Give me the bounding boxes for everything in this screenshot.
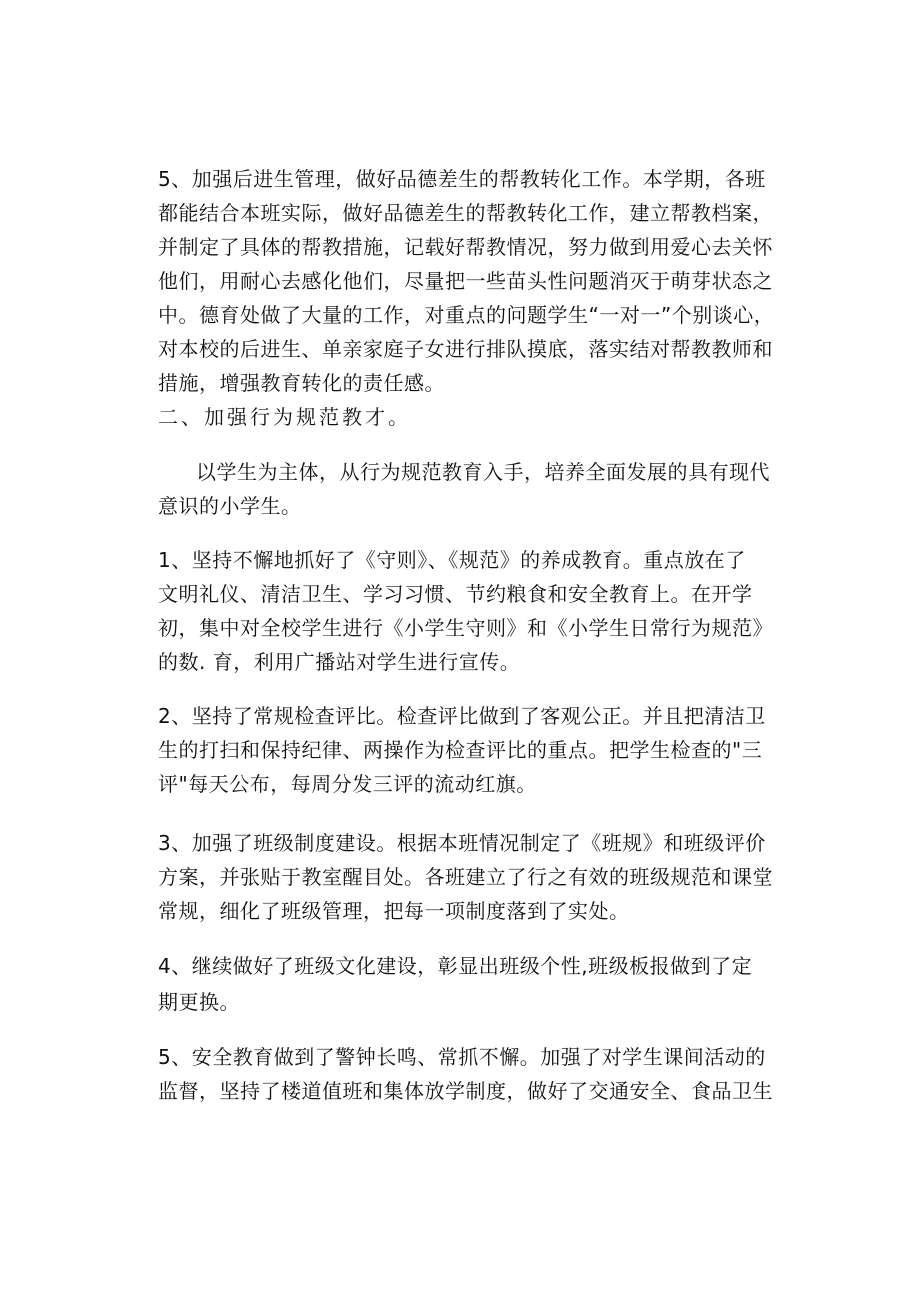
text-line: 并制定了具体的帮教措施，记载好帮教情况，努力做到用爱心去关怀 <box>158 235 773 259</box>
text-line: 方案，并张贴于教室醒目处。各班建立了行之有效的班级规范和课堂 <box>158 865 773 889</box>
text-line: 常规，细化了班级管理，把每一项制度落到了实处。 <box>158 899 630 923</box>
text-line: 5、加强后进生管理，做好品德差生的帮教转化工作。本学期，各班 <box>158 167 766 191</box>
text-line: 期更换。 <box>158 990 240 1014</box>
text-line: 措施，增强教育转化的责任感。 <box>158 371 445 395</box>
text-line: 3、加强了班级制度建设。根据本班情况制定了《班规》和班级评价 <box>158 831 766 855</box>
text-line: 监督，坚持了楼道值班和集体放学制度，做好了交通安全、食品卫生 <box>158 1079 773 1103</box>
text-line: 意识的小学生。 <box>158 494 302 518</box>
text-line: 2、坚持了常规检查评比。检查评比做到了客观公正。并且把清洁卫 <box>158 704 766 728</box>
text-line: 生的打扫和保持纪律、两操作为检查评比的重点。把学生检查的"三 <box>158 738 763 762</box>
text-line: 他们，用耐心去感化他们，尽量把一些苗头性问题消灭于萌芽状态之 <box>158 269 773 293</box>
text-line: 1、坚持不懈地抓好了《守则》、《规范》的养成教育。重点放在了 <box>158 548 746 572</box>
text-line: 对本校的后进生、单亲家庭子女进行排队摸底，落实结对帮教教师和 <box>158 337 773 361</box>
text-line: 初，集中对全校学生进行《小学生守则》和《小学生日常行为规范》 <box>158 616 773 640</box>
section-heading: 二、加强行为规范教才。 <box>158 405 411 429</box>
text-line: 的数. 育，利用广播站对学生进行宣传。 <box>158 650 521 674</box>
text-line: 评"每天公布，每周分发三评的流动红旗。 <box>158 772 537 796</box>
text-line: 以学生为主体，从行为规范教育入手，培养全面发展的具有现代 <box>196 460 770 484</box>
text-line: 4、继续做好了班级文化建设，彰显出班级个性,班级板报做到了定 <box>158 954 753 978</box>
text-line: 5、安全教育做到了警钟长鸣、常抓不懈。加强了对学生课间活动的 <box>158 1045 766 1069</box>
text-line: 文明礼仪、清洁卫生、学习习惯、节约粮食和安全教育上。在开学 <box>158 582 753 606</box>
text-line: 都能结合本班实际，做好品德差生的帮教转化工作，建立帮教档案， <box>158 201 773 225</box>
text-line: 中。德育处做了大量的工作，对重点的问题学生“一对一”个别谈心， <box>158 303 775 327</box>
